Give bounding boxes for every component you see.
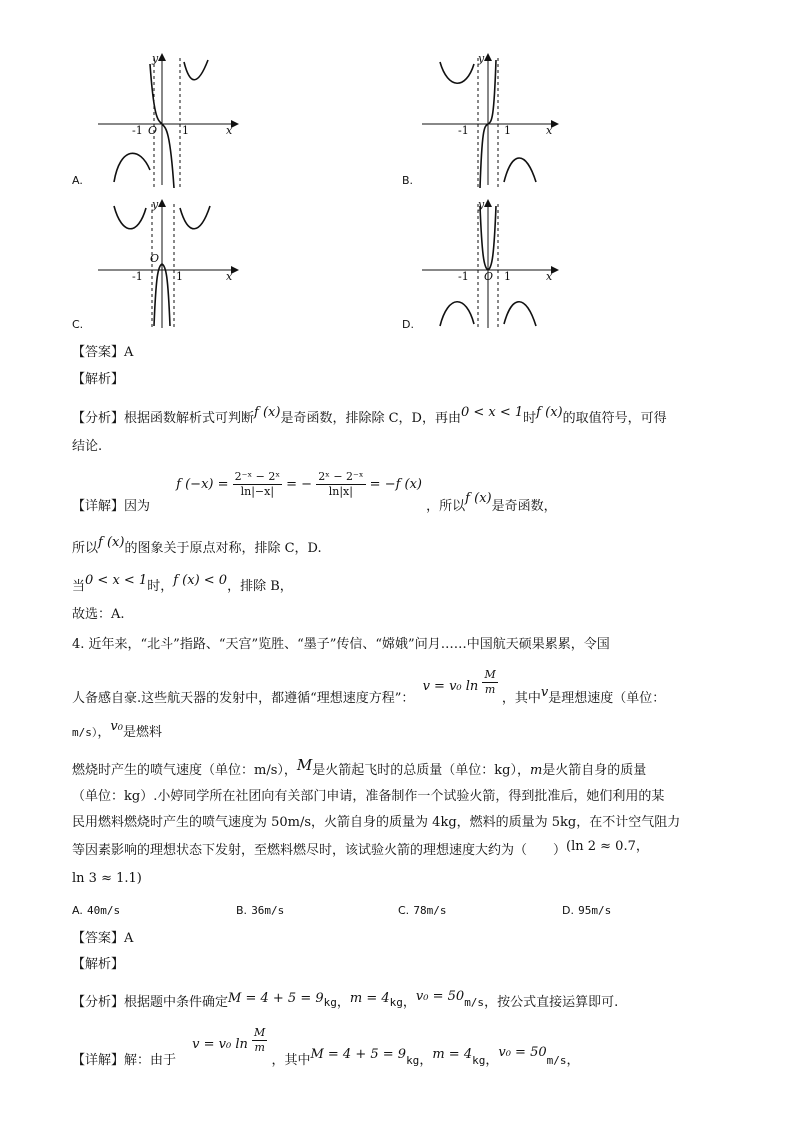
eq-num-2: 2ˣ − 2⁻ˣ bbox=[318, 470, 364, 483]
y-axis-label: y bbox=[152, 198, 159, 211]
fenxi-end: 的取值符号，可得 bbox=[562, 411, 667, 426]
fenxi-mid: 是奇函数，排除除 C，D，再由 bbox=[280, 411, 461, 426]
choice-d-label: D. bbox=[562, 904, 574, 917]
q4-line1: 4. 近年来，“北斗”指路、“天宫”览胜、“墨子”传信、“嫦娥”问月……中国航天硕果累累，令国 bbox=[72, 637, 610, 652]
y-axis-label: y bbox=[152, 52, 159, 65]
graph-option-c bbox=[70, 196, 330, 332]
v-symbol: v bbox=[540, 685, 549, 700]
tick-pos-1: 1 bbox=[176, 270, 183, 283]
q4-line2-mid: ，其中 bbox=[501, 691, 541, 706]
q4-line6: 民用燃料燃烧时产生的喷气速度为 50m/s，火箭自身的质量为 4kg，燃料的质量为 5kg，在不计空气阻力 bbox=[72, 815, 681, 830]
q4-analysis-tag: 【解析】 bbox=[72, 957, 125, 972]
ln3-approx: ln 3 ≈ 1.1) bbox=[72, 871, 142, 886]
eq-fraction-1 bbox=[233, 470, 282, 499]
v0-symbol: v₀ bbox=[110, 719, 123, 734]
tick-pos-1: 1 bbox=[504, 270, 511, 283]
q4-line2-end: 是理想速度（单位： bbox=[548, 691, 666, 706]
choice-c-label: C. bbox=[398, 904, 410, 917]
eq-fraction-2 bbox=[316, 470, 365, 499]
eq-mid: = − bbox=[286, 477, 313, 492]
q4-fenxi-line bbox=[72, 989, 619, 1012]
q4-fenxi-end: ，按公式直接运算即可. bbox=[484, 995, 619, 1010]
choice-b[interactable] bbox=[236, 902, 284, 920]
fx-symbol-2: f (x) bbox=[536, 405, 563, 420]
fx-symbol-3: f (x) bbox=[465, 491, 492, 506]
q4-line4-mid: 是火箭起飞时的总质量（单位：kg）， bbox=[312, 763, 530, 778]
fx-symbol: f (x) bbox=[254, 405, 281, 420]
line4-prefix: 当 bbox=[72, 579, 86, 594]
q4-line5: （单位：kg）.小婷同学所在社团向有关部门申请，准备制作一个试验火箭，得到批准后，她们利用的某 bbox=[72, 789, 665, 804]
detail-end: 是奇函数， bbox=[491, 499, 557, 514]
q4-detail-formula-lhs: v = v₀ ln bbox=[192, 1037, 248, 1052]
q3-detail-line bbox=[72, 470, 557, 514]
choice-d-value: 95m/s bbox=[578, 904, 612, 917]
M-equation: M = 4 + 5 = 9 bbox=[228, 991, 324, 1006]
q4-formula-den: m bbox=[484, 683, 496, 696]
answer-tag: 【答案】A bbox=[72, 345, 134, 360]
analysis-tag: 【解析】 bbox=[72, 372, 125, 387]
y-axis-label: y bbox=[478, 52, 485, 65]
y-axis-label: y bbox=[478, 198, 485, 211]
q3-sign-line bbox=[72, 573, 293, 596]
v0-equation-2: v₀ = 50 bbox=[498, 1045, 547, 1060]
sep-comma-2: ， bbox=[402, 995, 416, 1010]
kg-unit: kg bbox=[323, 996, 337, 1009]
q4-line7 bbox=[72, 839, 649, 860]
ln2-approx: (ln 2 ≈ 0.7， bbox=[566, 839, 649, 854]
ms-unit: m/s bbox=[464, 996, 485, 1009]
choice-b-value: 36m/s bbox=[251, 904, 285, 917]
q3-fenxi-line bbox=[72, 405, 667, 428]
sep-comma-1: ， bbox=[336, 995, 350, 1010]
graph-d-svg bbox=[400, 196, 660, 332]
line4-cond: 0 < x < 1 bbox=[85, 573, 148, 588]
choice-c[interactable] bbox=[398, 902, 446, 920]
eq-den-2: ln|x| bbox=[328, 485, 353, 498]
tick-neg-1: -1 bbox=[458, 270, 469, 283]
graph-a-svg bbox=[70, 50, 330, 192]
line4-end: ，排除 B， bbox=[227, 579, 293, 594]
choice-c-value: 78m/s bbox=[413, 904, 447, 917]
graph-option-d bbox=[400, 196, 660, 332]
q4-detail-line bbox=[72, 1026, 580, 1072]
origin-label: O bbox=[150, 252, 160, 265]
q3-symmetry-line bbox=[72, 535, 322, 558]
eq-rhs: = −f (x) bbox=[369, 477, 423, 492]
kg-unit-4: kg bbox=[472, 1054, 486, 1067]
q4-line3 bbox=[72, 719, 162, 742]
q3-choose: 故选：A. bbox=[72, 607, 125, 622]
sep-comma-3: ， bbox=[419, 1053, 433, 1068]
x-axis-label: x bbox=[546, 124, 553, 137]
m-symbol: m bbox=[529, 763, 543, 778]
q4-formula-fraction bbox=[482, 668, 497, 697]
m-equation: m = 4 bbox=[349, 991, 390, 1006]
option-b-label: B. bbox=[402, 174, 414, 187]
fx-symbol-4: f (x) bbox=[98, 535, 125, 550]
ms-unit-2: m/s bbox=[546, 1054, 567, 1067]
q4-line4 bbox=[72, 756, 647, 780]
x-axis-label: x bbox=[546, 270, 553, 283]
line4-mid: 时， bbox=[147, 579, 174, 594]
q4-line3-mid: ， bbox=[97, 725, 111, 740]
eq-num-1: 2⁻ˣ − 2ˣ bbox=[234, 470, 280, 483]
option-a-label: A. bbox=[72, 174, 83, 187]
q4-detail-mid: ，其中 bbox=[271, 1053, 311, 1068]
graph-option-b bbox=[400, 50, 660, 192]
choice-a[interactable] bbox=[72, 902, 120, 920]
fenxi-mid2: 时 bbox=[523, 411, 537, 426]
graph-b-svg bbox=[400, 50, 660, 192]
q4-formula-num: M bbox=[484, 668, 496, 681]
x-axis-label: x bbox=[226, 270, 233, 283]
choice-a-value: 40m/s bbox=[86, 904, 121, 917]
q4-line2-prefix: 人备感自豪.这些航天器的发射中，都遵循“理想速度方程”： bbox=[72, 691, 415, 706]
tick-pos-1: 1 bbox=[182, 124, 189, 137]
q4-line4-prefix: 燃烧时产生的喷气速度（单位：m/s）， bbox=[72, 763, 297, 778]
v0-equation: v₀ = 50 bbox=[415, 989, 465, 1004]
q4-line7-prefix: 等因素影响的理想状态下发射，至燃料燃尽时，该试验火箭的理想速度大约为（ ） bbox=[72, 843, 567, 858]
origin-label: O bbox=[484, 270, 494, 283]
choice-b-label: B. bbox=[236, 904, 248, 917]
graph-option-a bbox=[70, 50, 330, 192]
origin-label: O bbox=[148, 124, 158, 137]
q4-line2 bbox=[72, 668, 665, 706]
cond-symbol: 0 < x < 1 bbox=[460, 405, 524, 420]
q4-formula-lhs: v = v₀ ln bbox=[422, 679, 479, 694]
q4-detail-fraction bbox=[252, 1026, 267, 1055]
line3-prefix: 所以 bbox=[72, 541, 99, 556]
q4-fenxi-prefix: 【分析】根据题中条件确定 bbox=[72, 995, 229, 1010]
q4-line3-end: 是燃料 bbox=[122, 725, 162, 740]
q4-answer-tag: 【答案】A bbox=[72, 931, 134, 946]
line4-ineq: f (x) < 0 bbox=[173, 573, 228, 588]
option-c-label: C. bbox=[72, 318, 84, 331]
m-equation-2: m = 4 bbox=[432, 1047, 473, 1062]
M-symbol: M bbox=[296, 756, 313, 774]
eq-lhs: f (−x) = bbox=[176, 477, 229, 492]
fenxi-prefix: 【分析】根据函数解析式可判断 bbox=[72, 411, 255, 426]
eq-den-1: ln|−x| bbox=[240, 485, 275, 498]
q4-detail-prefix: 【详解】解：由于 bbox=[72, 1053, 177, 1068]
detail-mid: ，所以 bbox=[426, 499, 466, 514]
q4-detail-end: ， bbox=[566, 1053, 580, 1068]
kg-unit-2: kg bbox=[389, 996, 403, 1009]
choice-a-label: A. bbox=[72, 904, 83, 917]
tick-neg-1: -1 bbox=[132, 270, 143, 283]
q4-detail-num: M bbox=[254, 1026, 266, 1039]
kg-unit-3: kg bbox=[406, 1054, 420, 1067]
line3-end: 的图象关于原点对称，排除 C，D. bbox=[124, 541, 322, 556]
q4-detail-den: m bbox=[254, 1041, 265, 1054]
x-axis-label: x bbox=[226, 124, 233, 137]
fenxi-line2: 结论. bbox=[72, 439, 103, 454]
choice-d[interactable] bbox=[562, 902, 611, 920]
q4-line4-end: 是火箭自身的质量 bbox=[542, 763, 647, 778]
tick-neg-1: -1 bbox=[132, 124, 143, 137]
q4-line3-unit: m/s） bbox=[72, 726, 98, 739]
M-equation-2: M = 4 + 5 = 9 bbox=[310, 1047, 407, 1062]
graph-c-svg bbox=[70, 196, 330, 332]
option-d-label: D. bbox=[402, 318, 414, 331]
sep-comma-4: ， bbox=[485, 1053, 499, 1068]
tick-pos-1: 1 bbox=[504, 124, 511, 137]
tick-neg-1: -1 bbox=[458, 124, 469, 137]
detail-prefix: 【详解】因为 bbox=[72, 499, 151, 514]
